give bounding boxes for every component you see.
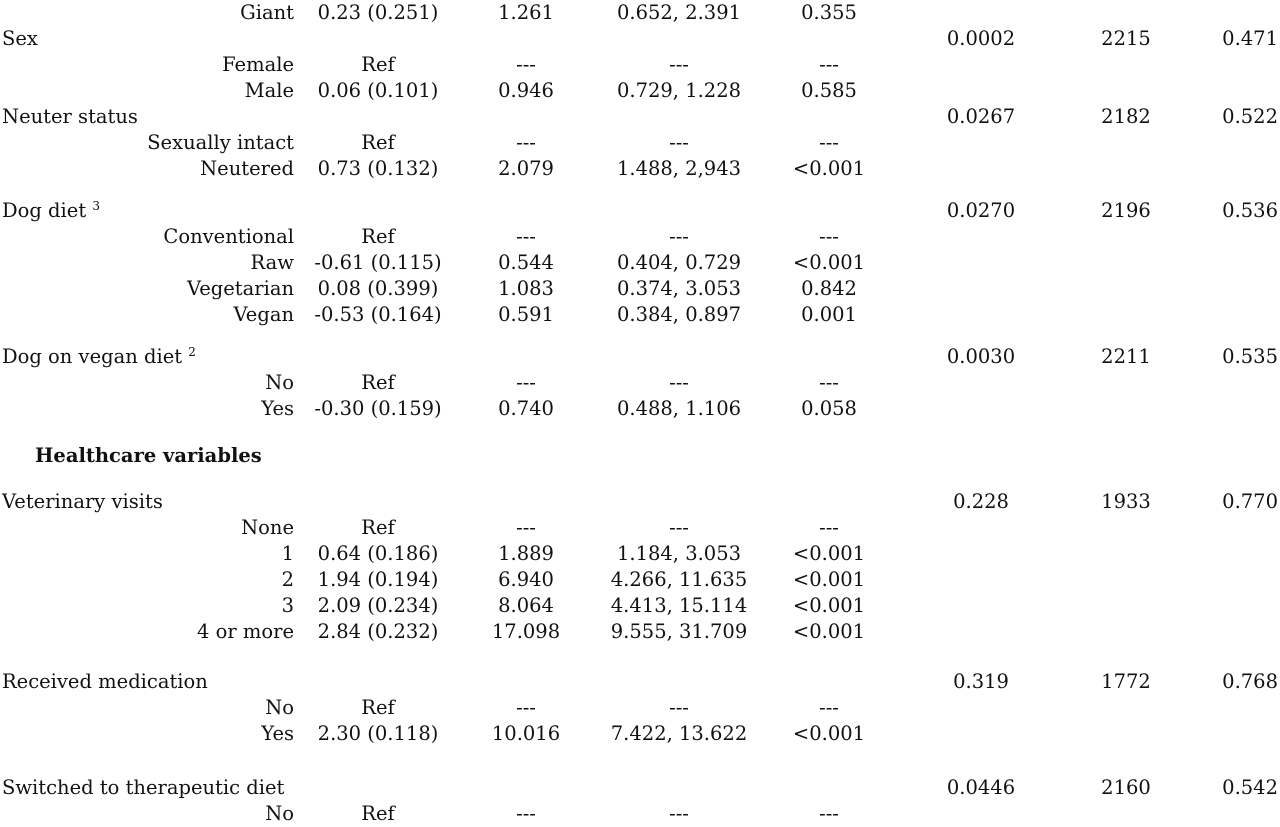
aic-cell: 1933 [1101,490,1151,513]
level-row [0,224,1280,250]
p-value-cell: --- [819,225,839,248]
estimate-cell: 2.84 (0.232) [317,620,439,643]
variable-label: Received medication [2,670,208,693]
confidence-interval-cell: 7.422, 13.622 [610,722,748,745]
confidence-interval-cell: 4.413, 15.114 [610,594,748,617]
level-row [0,695,1280,721]
p-value-cell: <0.001 [792,542,866,565]
aic-cell: 1772 [1101,670,1151,693]
footnote-marker: 3 [92,199,100,213]
r-squared-cell: 0.228 [953,490,1009,513]
p-value-cell: --- [819,371,839,394]
level-row [0,52,1280,78]
confidence-interval-cell: --- [669,53,689,76]
p-value-cell: <0.001 [792,568,866,591]
estimate-cell: Ref [361,131,395,154]
p-value-cell: <0.001 [792,157,866,180]
estimate-cell: 0.06 (0.101) [317,79,439,102]
auc-cell: 0.471 [1222,27,1278,50]
p-value-cell: --- [819,696,839,719]
estimate-cell: -0.30 (0.159) [314,397,442,420]
confidence-interval-cell: 0.384, 0.897 [616,303,742,326]
variable-row [0,198,1280,224]
odds-ratio-cell: --- [516,371,536,394]
level-label: Giant [240,1,294,24]
odds-ratio-cell: 0.946 [498,79,554,102]
level-label: Sexually intact [147,131,294,154]
estimate-cell: 0.08 (0.399) [317,277,439,300]
aic-cell: 2211 [1101,345,1151,368]
confidence-interval-cell: --- [669,371,689,394]
level-row [0,250,1280,276]
estimate-cell: Ref [361,225,395,248]
level-label: Male [244,79,294,102]
r-squared-cell: 0.0002 [946,27,1016,50]
confidence-interval-cell: --- [669,516,689,539]
odds-ratio-cell: 1.083 [498,277,554,300]
level-row [0,396,1280,422]
odds-ratio-cell: 6.940 [498,568,554,591]
estimate-cell: -0.61 (0.115) [314,251,442,274]
p-value-cell: 0.058 [801,397,857,420]
variable-row [0,489,1280,515]
odds-ratio-cell: 1.889 [498,542,554,565]
estimate-cell: Ref [361,53,395,76]
level-label: Yes [261,722,294,745]
level-row [0,0,1280,26]
aic-cell: 2182 [1101,105,1151,128]
section-heading: Healthcare variables [35,444,262,467]
aic-cell: 2215 [1101,27,1151,50]
level-label: 2 [281,568,294,591]
variable-label: Dog diet $^3$ [2,199,100,222]
confidence-interval-cell: --- [669,225,689,248]
level-row [0,276,1280,302]
confidence-interval-cell: 0.488, 1.106 [616,397,742,420]
estimate-cell: Ref [361,696,395,719]
odds-ratio-cell: 10.016 [491,722,561,745]
confidence-interval-cell: 0.374, 3.053 [616,277,742,300]
odds-ratio-cell: 8.064 [498,594,554,617]
odds-ratio-cell: 1.261 [498,1,554,24]
variable-row [0,775,1280,801]
variable-label: Dog on vegan diet $^2$ [2,345,196,368]
section-row [0,443,1280,469]
level-row [0,721,1280,747]
aic-cell: 2196 [1101,199,1151,222]
confidence-interval-cell: --- [669,696,689,719]
confidence-interval-cell: --- [669,802,689,825]
p-value-cell: <0.001 [792,722,866,745]
estimate-cell: Ref [361,516,395,539]
auc-cell: 0.768 [1222,670,1278,693]
level-label: 1 [281,542,294,565]
level-label: 3 [281,594,294,617]
estimate-cell: -0.53 (0.164) [314,303,442,326]
r-squared-cell: 0.0030 [946,345,1016,368]
aic-cell: 2160 [1101,776,1151,799]
confidence-interval-cell: --- [669,131,689,154]
odds-ratio-cell: --- [516,53,536,76]
estimate-cell: 1.94 (0.194) [317,568,439,591]
odds-ratio-cell: --- [516,131,536,154]
auc-cell: 0.536 [1222,199,1278,222]
level-label: Yes [261,397,294,420]
odds-ratio-cell: --- [516,802,536,825]
p-value-cell: 0.585 [801,79,857,102]
level-label: None [241,516,294,539]
p-value-cell: --- [819,53,839,76]
level-label: Neutered [200,157,294,180]
confidence-interval-cell: 0.404, 0.729 [616,251,742,274]
confidence-interval-cell: 1.184, 3.053 [616,542,742,565]
auc-cell: 0.535 [1222,345,1278,368]
level-label: Female [222,53,294,76]
odds-ratio-cell: 2.079 [498,157,554,180]
p-value-cell: --- [819,131,839,154]
estimate-cell: 0.64 (0.186) [317,542,439,565]
p-value-cell: --- [819,516,839,539]
level-row [0,567,1280,593]
estimate-cell: 2.09 (0.234) [317,594,439,617]
p-value-cell: <0.001 [792,594,866,617]
estimate-cell: Ref [361,371,395,394]
variable-row [0,344,1280,370]
p-value-cell: 0.001 [801,303,857,326]
level-label: Raw [250,251,294,274]
level-label: Vegan [233,303,294,326]
level-label: 4 or more [197,620,294,643]
auc-cell: 0.542 [1222,776,1278,799]
odds-ratio-cell: 0.544 [498,251,554,274]
confidence-interval-cell: 4.266, 11.635 [610,568,748,591]
r-squared-cell: 0.0270 [946,199,1016,222]
confidence-interval-cell: 0.652, 2.391 [616,1,742,24]
estimate-cell: 0.73 (0.132) [317,157,439,180]
confidence-interval-cell: 1.488, 2,943 [616,157,742,180]
p-value-cell: 0.355 [801,1,857,24]
auc-cell: 0.770 [1222,490,1278,513]
level-row [0,801,1280,827]
level-label: No [265,802,294,825]
r-squared-cell: 0.0267 [946,105,1016,128]
r-squared-cell: 0.319 [953,670,1009,693]
p-value-cell: <0.001 [792,251,866,274]
odds-ratio-cell: 0.591 [498,303,554,326]
level-label: Conventional [163,225,294,248]
footnote-marker: 2 [188,345,196,359]
estimate-cell: 2.30 (0.118) [317,722,439,745]
p-value-cell: <0.001 [792,620,866,643]
variable-label: Veterinary visits [2,490,163,513]
level-row [0,370,1280,396]
estimate-cell: Ref [361,802,395,825]
variable-label: Sex [2,27,38,50]
level-row [0,541,1280,567]
level-label: No [265,696,294,719]
odds-ratio-cell: 17.098 [491,620,561,643]
r-squared-cell: 0.0446 [946,776,1016,799]
variable-label: Neuter status [2,105,138,128]
odds-ratio-cell: --- [516,516,536,539]
level-row [0,302,1280,328]
p-value-cell: 0.842 [801,277,857,300]
level-label: Vegetarian [186,277,294,300]
odds-ratio-cell: --- [516,225,536,248]
level-row [0,619,1280,645]
estimate-cell: 0.23 (0.251) [317,1,439,24]
variable-row [0,669,1280,695]
level-row [0,593,1280,619]
p-value-cell: --- [819,802,839,825]
variable-row [0,104,1280,130]
level-row [0,156,1280,182]
level-row [0,515,1280,541]
confidence-interval-cell: 9.555, 31.709 [610,620,748,643]
confidence-interval-cell: 0.729, 1.228 [616,79,742,102]
level-row [0,130,1280,156]
odds-ratio-cell: 0.740 [498,397,554,420]
variable-label: Switched to therapeutic diet [2,776,285,799]
level-label: No [265,371,294,394]
auc-cell: 0.522 [1222,105,1278,128]
variable-row [0,26,1280,52]
level-row [0,78,1280,104]
odds-ratio-cell: --- [516,696,536,719]
